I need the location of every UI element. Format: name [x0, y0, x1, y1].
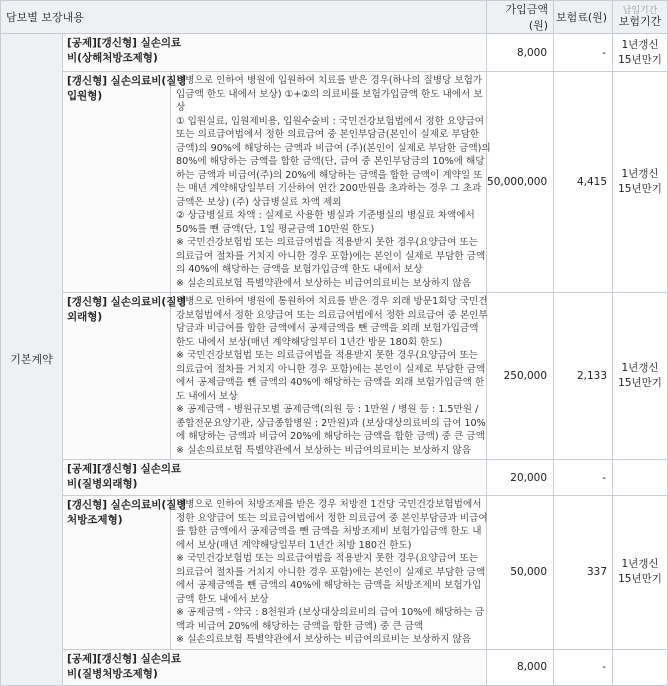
- amount-cell: 8,000: [487, 649, 554, 685]
- premium-cell: 2,133: [554, 293, 613, 460]
- coverage-name-line: 비(질병외래형): [67, 478, 138, 490]
- description-line: 입금액 한도 내에서 보상) ①+②의 의료비를 보험가입금액 한도 내에서 보: [176, 88, 483, 100]
- table-row: [1, 293, 668, 460]
- coverage-description: [171, 496, 487, 650]
- description-line: 의 40%에 해당하는 금액을 보험가입금액 한도 내에서 보상: [176, 264, 423, 275]
- description-line: 강보험법에서 정한 요양급여 또는 의료급여법에서 정한 의료급여 중 본인부: [176, 309, 488, 321]
- description-line: 80%에 해당하는 금액을 합한 금액(단, 급여 중 본인부담금의 10%에 해당: [176, 156, 485, 167]
- coverage-name: [63, 72, 187, 293]
- description-line: ① 입원실료, 입원제비용, 입원수술비 : 국민건강보험법에서 정한 요양급여: [176, 115, 485, 127]
- period-line: 1년갱신: [621, 168, 659, 180]
- description-line: ② 상급병실료 차액 : 실제로 사용한 병실과 기준병실의 병실료 차액에서: [176, 210, 475, 221]
- description-line: 금액 한도 내에서 보상: [176, 593, 269, 605]
- description-line: 에서 공제금액을 뺀 금액의 40%에 해당하는 금액을 외래 보험가입금액 한: [176, 377, 485, 388]
- description-line: 의료급여 절차를 거치지 아니한 경우 포함)에는 본인이 실제로 부담한 금액: [176, 363, 486, 375]
- description-line: ※ 실손의료보험 특별약관에서 보상하는 비급여의료비는 보상하지 않음: [176, 634, 472, 645]
- coverage-name: [63, 460, 487, 496]
- coverage-name-line: [공제][갱신형] 실손의료: [67, 37, 182, 49]
- description-line: 종합전문요양기관, 상급종합병원 : 2만원)과 (보상대상의료비의 급여 10%: [176, 417, 486, 429]
- description-line: 하는 금액과 비급여(주)의 20%에 해당하는 금액을 합한 금액이 계약일 또: [176, 169, 483, 181]
- description-line: 의료급여 절차를 거치지 아니한 경우 포함)에는 본인이 실제로 부담한 금액: [176, 566, 486, 578]
- period-line: 15년만기: [618, 573, 662, 586]
- description-line: 에서 보상(매년 계약해당일부터 1년간 처방 180건 한도): [176, 539, 412, 551]
- description-line: ※ 공제금액 - 병원규모별 공제금액(의원 등 : 1만원 / 병원 등 : 1.5만원 /: [176, 404, 479, 415]
- coverage-name: [63, 496, 187, 650]
- premium-cell: -: [554, 649, 613, 685]
- coverage-name-line: 처방조제형): [67, 514, 123, 526]
- premium-cell: 337: [554, 496, 613, 650]
- coverage-name-line: [갱신형] 실손의료비(질병: [67, 499, 187, 511]
- table-row: [1, 34, 668, 72]
- description-line: 는 매년 계약해당일부터 기산하여 연간 200만원을 초과하는 경우 그 초과: [176, 183, 482, 194]
- period-cell: [613, 293, 668, 460]
- coverage-name-line: [갱신형] 실손의료비(질병: [67, 75, 187, 87]
- description-line: 에 해당하는 금액과 비급여 20%에 해당하는 금액을 합한 금액) 중 큰 금액: [176, 431, 485, 442]
- period-line: 15년만기: [618, 53, 662, 66]
- description-line: ※ 국민건강보험법 또는 의료급여법을 적용받지 못한 경우(요양급여 또는: [176, 553, 478, 564]
- description-line: 의료급여 절차를 거치지 아니한 경우 포함)에는 본인이 실제로 부담한 금액: [176, 250, 486, 262]
- description-line: 50%를 뺀 금액(단, 1일 평균금액 10만원 한도): [176, 223, 375, 235]
- period-cell: [613, 34, 668, 72]
- table-row: [1, 649, 668, 685]
- header-payment-period: 납입기간: [622, 5, 658, 16]
- description-line: 한도 내에서 보상(매년 계약해당일부터 1년간 방문 180회 한도): [176, 336, 443, 348]
- description-line: 를 합한 금액에서 공제금액을 뺀 금액을 처방조제비 보험가입금액 한도 내: [176, 526, 482, 537]
- period-line: 1년갱신: [621, 38, 659, 51]
- coverage-description: [171, 72, 491, 293]
- description-line: ※ 실손의료보험 특별약관에서 보상하는 비급여의료비는 보상하지 않음: [176, 277, 472, 289]
- category-cell: 기본계약: [1, 34, 63, 686]
- premium-cell: -: [554, 460, 613, 496]
- amount-cell: 8,000: [487, 34, 554, 72]
- premium-cell: 4,415: [554, 72, 613, 293]
- coverage-name-line: 입원형): [67, 90, 103, 102]
- amount-cell: 20,000: [487, 460, 554, 496]
- table-row: [1, 496, 668, 650]
- description-line: 금액은 보상) (주) 상급병실료 차액 제외: [176, 196, 342, 208]
- coverage-name-line: [공제][갱신형] 실손의료: [67, 463, 182, 475]
- header-insurance-period: 보험기간: [618, 14, 662, 28]
- table-row: [1, 72, 668, 293]
- period-line: 15년만기: [618, 183, 662, 195]
- period-line: 15년만기: [618, 377, 662, 389]
- description-line: 또는 의료급여법에서 정한 의료급여 중 본인부담금(본인이 실제로 부담한: [176, 129, 480, 140]
- amount-cell: 250,000: [487, 293, 554, 460]
- coverage-name: [63, 649, 487, 685]
- description-line: 질병으로 인하여 병원에 통원하여 치료를 받은 경우 외래 방문1회당 국민건: [176, 296, 488, 307]
- description-line: ※ 국민건강보험법 또는 의료급여법을 적용받지 못한 경우(요양급여 또는: [176, 350, 478, 361]
- period-cell: [613, 72, 668, 293]
- amount-cell: 50,000,000: [487, 72, 554, 293]
- header-coverage: 담보별 보장내용: [1, 1, 487, 34]
- description-line: 금액)의 90%에 해당하는 금액과 비급여 (주)(본인이 실제로 부담한 금액)의: [176, 142, 491, 154]
- amount-cell: 50,000: [487, 496, 554, 650]
- description-line: 에서 공제금액을 뺀 금액의 40%에 해당하는 금액을 처방조제비 보험가입: [176, 580, 482, 591]
- coverage-description: [171, 293, 487, 460]
- period-line: 1년갱신: [621, 558, 659, 571]
- premium-cell: -: [554, 34, 613, 72]
- coverage-name: [63, 34, 487, 72]
- coverage-name-line: 비(질병처방조제형): [67, 667, 158, 680]
- description-line: 도 내에서 보상: [176, 390, 238, 402]
- header-period: [613, 1, 668, 34]
- description-line: ※ 실손의료보험 특별약관에서 보상하는 비급여의료비는 보상하지 않음: [176, 444, 472, 456]
- coverage-name-line: 외래형): [67, 311, 103, 323]
- table-row: [1, 460, 668, 496]
- description-line: 정한 요양급여 또는 의료급여법에서 정한 의료급여 중 본인부담금과 비급여: [176, 512, 488, 524]
- coverage-name-line: [공제][갱신형] 실손의료: [67, 652, 182, 665]
- description-line: 질병으로 인하여 병원에 입원하여 치료를 받은 경우(하나의 질병당 보험가: [176, 75, 483, 86]
- header-premium: 보험료(원): [554, 1, 613, 34]
- period-cell: [613, 649, 668, 685]
- description-line: ※ 공제금액 - 약국 : 8천원과 (보상대상의료비의 급여 10%에 해당하는 금: [176, 607, 485, 618]
- description-line: ※ 국민건강보험법 또는 의료급여법을 적용받지 못한 경우(요양급여 또는: [176, 237, 478, 248]
- coverage-name-line: 비(상해처방조제형): [67, 52, 158, 64]
- description-line: 질병으로 인하여 처방조제를 받은 경우 처방전 1건당 국민건강보험법에서: [176, 499, 482, 510]
- coverage-name-line: [갱신형] 실손의료비(질병: [67, 296, 187, 308]
- period-line: 1년갱신: [621, 362, 659, 374]
- description-line: 상: [176, 102, 186, 113]
- period-cell: [613, 460, 668, 496]
- description-line: 담금과 비급여를 합한 금액에서 공제금액을 뺀 금액을 외래 보험가입금액: [176, 323, 479, 334]
- header-amount: 가입금액(원): [487, 1, 554, 34]
- header-row: [1, 1, 668, 34]
- coverage-name: [63, 293, 187, 460]
- description-line: 액과 비급여 20%에 해당하는 금액을 합한 금액) 중 큰 금액: [176, 620, 424, 632]
- period-cell: [613, 496, 668, 650]
